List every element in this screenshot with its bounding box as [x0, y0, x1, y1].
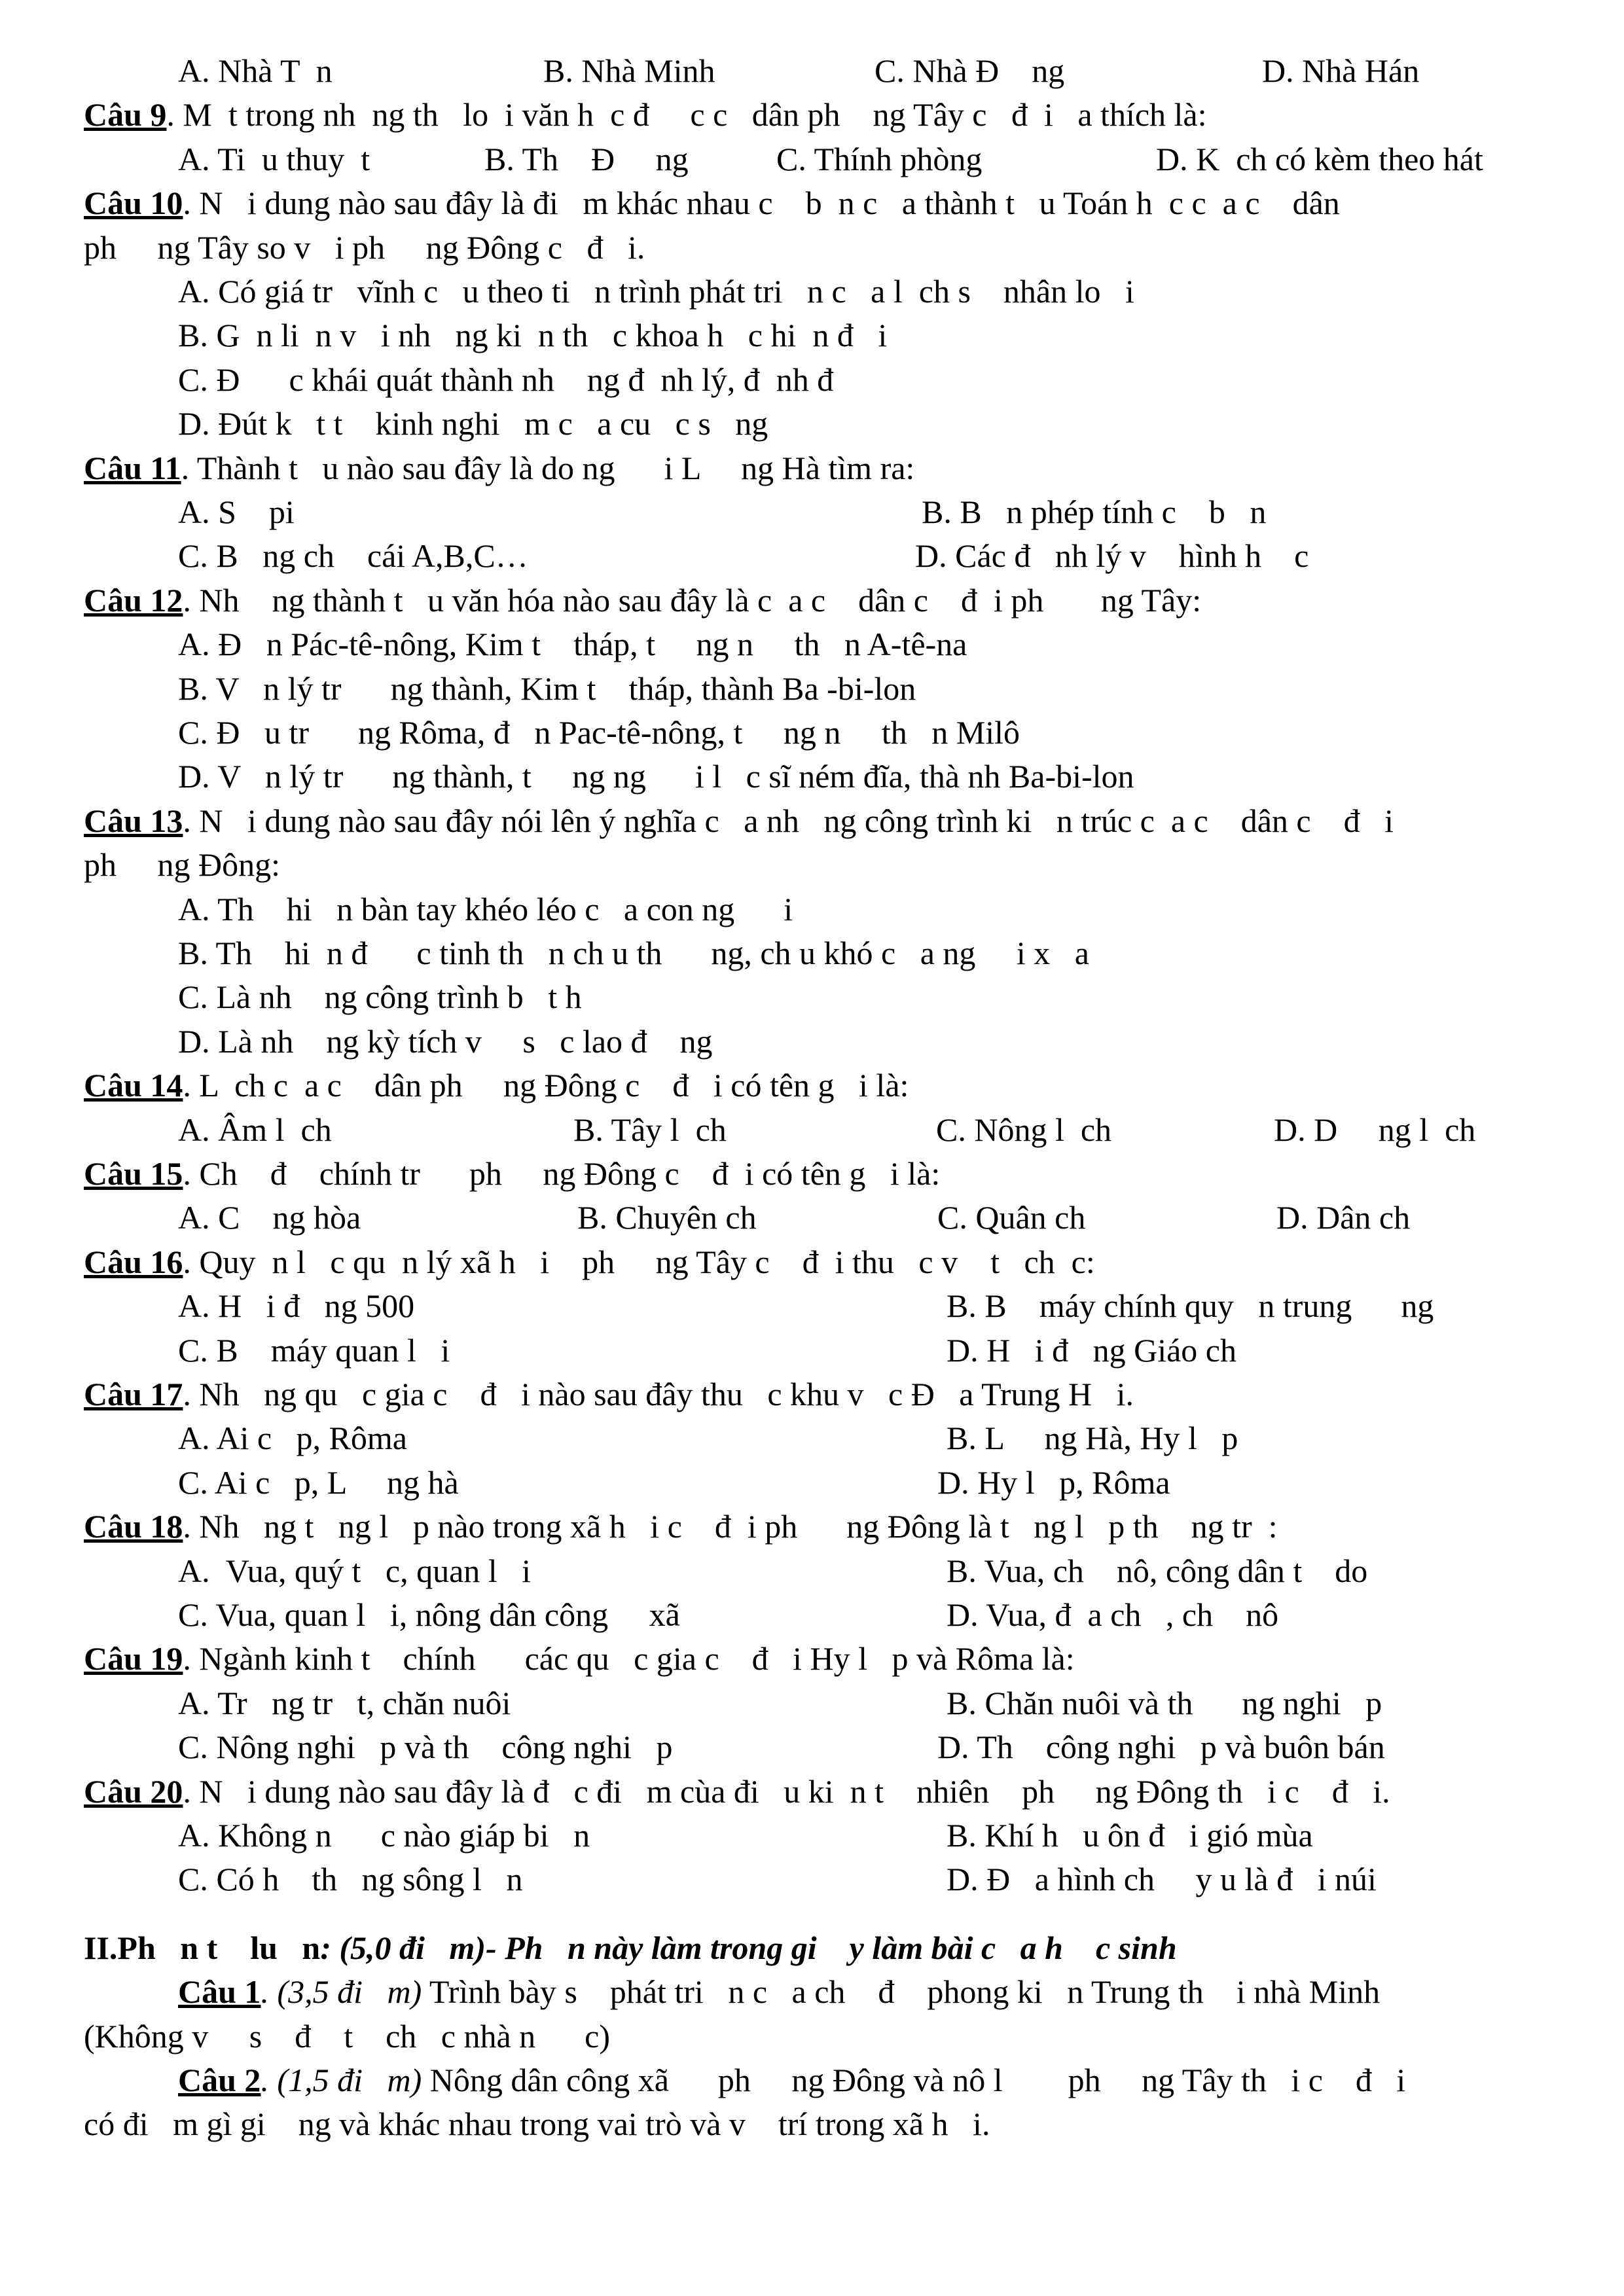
- question-number: Câu 15: [84, 1155, 183, 1192]
- question-number: Câu 20: [84, 1772, 183, 1810]
- continued-text: [84, 228, 645, 267]
- question-line: [84, 1242, 1095, 1282]
- question-number: Câu 14: [84, 1067, 183, 1104]
- answer-option: B. Tây l ch: [573, 1111, 727, 1148]
- question-text: . N i dung nào sau đây là đi m khác nhau c b n c a thành t u Toán h c c a c dân: [183, 185, 1340, 222]
- answer-option: D. H i đ ng Giáo ch: [947, 1331, 1236, 1369]
- essay-mark: . (3,5 đi m): [261, 1973, 422, 2011]
- answer-option: A. Ti u thuy t: [178, 140, 370, 177]
- question-number: Câu 12: [84, 581, 183, 619]
- essay-question: [178, 1972, 1380, 2011]
- answer-option-text: A. Có giá tr vĩnh c u theo ti n trình phát tri n c a l ch s nhân lo i: [178, 273, 1134, 310]
- answer-option: [178, 1022, 713, 1061]
- answer-option: B. B máy chính quy n trung ng: [947, 1287, 1434, 1325]
- section-heading: [84, 1928, 1177, 1967]
- answer-option: C. B ng ch cái A,B,C…: [178, 537, 528, 575]
- continued-line-text: ph ng Tây so v i ph ng Đông c đ i.: [84, 228, 645, 266]
- question-text: . Thành t u nào sau đây là do ng i L ng Hà tìm ra:: [181, 449, 915, 486]
- question-number: Câu 19: [84, 1640, 183, 1677]
- question-text: . N i dung nào sau đây là đ c đi m cùa đi u ki n t nhiên ph ng Đông th i c đ i.: [183, 1772, 1390, 1810]
- answer-option: D. Vua, đ a ch , ch nô: [947, 1596, 1279, 1633]
- question-text: . Nh ng thành t u văn hóa nào sau đây là c a c dân c đ i ph ng Tây:: [183, 581, 1202, 619]
- question-number: Câu 11: [84, 449, 181, 486]
- answer-option-text: B. Th hi n đ c tinh th n ch u th ng, ch u khó c a ng i x a: [178, 935, 1089, 971]
- answer-option: B. L ng Hà, Hy l p: [947, 1420, 1238, 1457]
- answer-option: A. Vua, quý t c, quan l i: [178, 1552, 532, 1589]
- answer-option: A. Ai c p, Rôma: [178, 1420, 407, 1457]
- question-text: . L ch c a c dân ph ng Đông c đ i có tên g i là:: [183, 1067, 909, 1104]
- question-number: Câu 16: [84, 1243, 183, 1280]
- answer-option-text: D. Đút k t t kinh nghi m c a cu c s ng: [178, 405, 768, 442]
- answer-option: D. Hy l p, Rôma: [937, 1463, 1170, 1501]
- answer-option: B. Nhà Minh: [543, 52, 715, 89]
- continued-text: [84, 845, 280, 884]
- answer-option-text: A. Đ n Pác-tê-nông, Kim t tháp, t ng n th n A-tê-na: [178, 626, 967, 663]
- answer-option: [178, 404, 768, 443]
- answer-option-text: C. Đ u tr ng Rôma, đ n Pac-tê-nông, t ng n th n Milô: [178, 714, 1020, 751]
- essay-text: Nông dân công xã ph ng Đông và nô l ph ng Tây th i c đ i: [422, 2062, 1406, 2099]
- answer-option: A. H i đ ng 500: [178, 1287, 415, 1325]
- answer-option: [178, 315, 887, 355]
- answer-option-text: C. Là nh ng công trình b t h: [178, 978, 582, 1016]
- answer-option: B. Chuyên ch: [577, 1199, 757, 1236]
- answer-option-text: C. Đ c khái quát thành nh ng đ nh lý, đ nh đ: [178, 361, 834, 398]
- section-title: II.Ph n t lu n: [84, 1929, 321, 1966]
- essay-question: [178, 2060, 1405, 2100]
- question-line: [84, 1507, 1278, 1546]
- answer-option-text: A. Th hi n bàn tay khéo léo c a con ng i: [178, 890, 793, 927]
- answer-option: [178, 757, 1134, 796]
- answer-option: D. K ch có kèm theo hát: [1156, 140, 1483, 177]
- answer-option: B. Chăn nuôi và th ng nghi p: [947, 1684, 1382, 1721]
- answer-option: C. Ai c p, L ng hà: [178, 1463, 459, 1501]
- answer-option: D. Dân ch: [1276, 1199, 1411, 1236]
- essay-text: Trình bày s phát tri n c a ch đ phong ki n Trung th i nhà Minh: [422, 1973, 1380, 2011]
- answer-option: C. Vua, quan l i, nông dân công xã: [178, 1596, 680, 1633]
- question-number: Câu 18: [84, 1508, 183, 1545]
- continued-line-text: ph ng Đông:: [84, 846, 280, 884]
- question-line: [84, 448, 914, 488]
- answer-option: D. Nhà Hán: [1262, 52, 1420, 89]
- section-note: : (5,0 đi m)- Ph n này làm trong gi y làm bài c a h c sinh: [320, 1929, 1177, 1966]
- question-number: Câu 10: [84, 185, 183, 222]
- answer-option: D. Đ a hình ch y u là đ i núi: [947, 1861, 1377, 1898]
- answer-option: D. D ng l ch: [1274, 1111, 1476, 1148]
- question-line: [84, 581, 1201, 620]
- answer-option: [178, 360, 833, 399]
- answer-option: [178, 977, 582, 1016]
- essay-mark: . (1,5 đi m): [261, 2062, 422, 2099]
- answer-option: C. Nông nghi p và th công nghi p: [178, 1729, 673, 1766]
- question-line: [84, 1154, 940, 1193]
- question-line: [84, 1772, 1390, 1811]
- answer-option: C. Nông l ch: [936, 1111, 1112, 1148]
- answer-option: C. Có h th ng sông l n: [178, 1861, 523, 1898]
- answer-option: A. C ng hòa: [178, 1199, 361, 1236]
- answer-option: B. Th Đ ng: [484, 140, 689, 177]
- answer-option: [178, 624, 967, 664]
- answer-option: [178, 713, 1020, 752]
- question-text: . Ngành kinh t chính các qu c gia c đ i Hy l p và Rôma là:: [183, 1640, 1075, 1677]
- answer-option: [178, 272, 1134, 311]
- answer-option: B. Vua, ch nô, công dân t do: [947, 1552, 1368, 1589]
- answer-option: D. Th công nghi p và buôn bán: [937, 1729, 1385, 1766]
- question-text: . Nh ng qu c gia c đ i nào sau đây thu c khu v c Đ a Trung H i.: [183, 1376, 1134, 1412]
- question-line: [84, 1066, 909, 1105]
- answer-option: C. Quân ch: [937, 1199, 1086, 1236]
- answer-option: B. Khí h u ôn đ i gió mùa: [947, 1817, 1313, 1854]
- answer-option: A. Không n c nào giáp bi n: [178, 1817, 590, 1854]
- answer-option: [178, 933, 1089, 973]
- question-text: . M t trong nh ng th lo i văn h c đ c c dân ph ng Tây c đ i a thích là:: [166, 96, 1207, 134]
- answer-option: C. Nhà Đ ng: [875, 52, 1065, 89]
- answer-option: C. Thính phòng: [776, 140, 983, 177]
- question-number: Câu 9: [84, 96, 167, 134]
- answer-option: A. S pi: [178, 493, 295, 530]
- answer-option: A. Tr ng tr t, chăn nuôi: [178, 1684, 511, 1721]
- continued-line-text: có đi m gì gi ng và khác nhau trong vai trò và v trí trong xã h i.: [84, 2106, 990, 2143]
- question-text: . N i dung nào sau đây nói lên ý nghĩa c a nh ng công trình ki n trúc c a c dân c đ i: [183, 802, 1394, 839]
- answer-option-text: B. V n lý tr ng thành, Kim t tháp, thành Ba -bi-lon: [178, 670, 916, 707]
- question-number: Câu 13: [84, 802, 183, 839]
- question-line: [84, 95, 1207, 134]
- question-number: Câu 17: [84, 1376, 183, 1412]
- essay-number: Câu 1: [178, 1973, 261, 2011]
- answer-option: [178, 889, 793, 929]
- essay-number: Câu 2: [178, 2062, 261, 2099]
- answer-option: C. B máy quan l i: [178, 1331, 450, 1369]
- question-line: [84, 1639, 1075, 1678]
- answer-option: A. Nhà T n: [178, 52, 333, 89]
- answer-option-text: D. Là nh ng kỳ tích v s c lao đ ng: [178, 1022, 713, 1060]
- answer-option: [178, 669, 916, 708]
- question-line: [84, 183, 1340, 223]
- answer-option: A. Âm l ch: [178, 1111, 332, 1148]
- question-text: . Ch đ chính tr ph ng Đông c đ i có tên g i là:: [183, 1155, 941, 1192]
- answer-option-text: B. G n li n v i nh ng ki n th c khoa h c hi n đ i: [178, 317, 888, 354]
- answer-option-text: D. V n lý tr ng thành, t ng ng i l c sĩ ném đĩa, thà nh Ba-bi-lon: [178, 758, 1134, 795]
- continued-text: [84, 2017, 610, 2056]
- question-line: [84, 801, 1394, 840]
- answer-option: B. B n phép tính c b n: [922, 493, 1267, 530]
- answer-option: D. Các đ nh lý v hình h c: [915, 537, 1309, 575]
- question-line: [84, 1374, 1134, 1414]
- continued-line-text: (Không v s đ t ch c nhà n c): [84, 2017, 611, 2054]
- question-text: . Quy n l c qu n lý xã h i ph ng Tây c đ i thu c v t ch c:: [183, 1243, 1095, 1280]
- question-text: . Nh ng t ng l p nào trong xã h i c đ i ph ng Đông là t ng l p th ng tr :: [183, 1508, 1278, 1545]
- continued-text: [84, 2104, 990, 2144]
